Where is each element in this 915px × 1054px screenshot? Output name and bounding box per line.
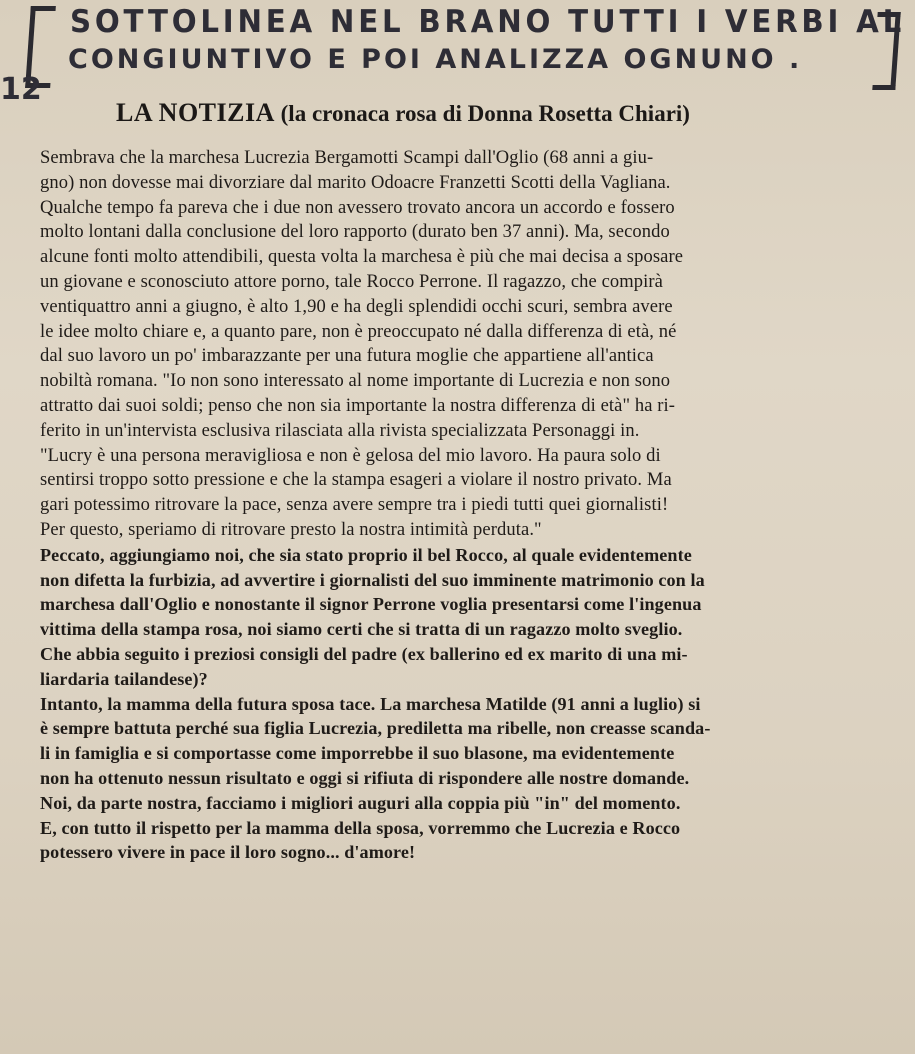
article-line: vittima della stampa rosa, noi siamo certi che si tratta di un ragazzo molto sveglio. [40,619,683,640]
article-line: marchesa dall'Oglio e nonostante il signor Perrone voglia presentarsi come l'ingenua [40,594,702,615]
instruction-line-2: CONGIUNTIVO E POI ANALIZZA OGNUNO . [68,44,803,75]
article-line: E, con tutto il rispetto per la mamma della sposa, vorremmo che Lucrezia e Rocco [40,817,681,838]
article-title [116,98,690,128]
article-line: alcune fonti molto attendibili, questa volta la marchesa è più che mai decisa a sposare [40,246,684,268]
article-line: attratto dai suoi soldi; penso che non sia importante la nostra differenza di età" ha ri- [40,394,676,416]
instruction-line-1: SOTTOLINEA NEL BRANO TUTTI I VERBI AL [70,4,906,40]
right-bracket [872,12,900,90]
article-line: Peccato, aggiungiamo noi, che sia stato proprio il bel Rocco, al quale evidentemente [40,544,692,565]
article-line: Sembrava che la marchesa Lucrezia Bergamotti Scampi dall'Oglio (68 anni a giu- [40,147,654,168]
article-line: Per questo, speriamo di ritrovare presto la nostra intimità perduta." [40,518,542,540]
article-line: gari potessimo ritrovare la pace, senza avere sempre tra i piedi tutti quei giornalisti! [40,494,669,516]
article-line: li in famiglia e si comportasse come imporrebbe il suo blasone, ma evidentemente [40,743,675,764]
article-line: è sempre battuta perché sua figlia Lucrezia, prediletta ma ribelle, non creasse scanda- [40,718,711,739]
article-line: ventiquattro anni a giugno, è alto 1,90 e ha degli splendidi occhi scuri, sembra avere [40,295,673,317]
article-line: le idee molto chiare e, a quanto pare, non è preoccupato né dalla differenza di età, né [40,320,677,342]
article-line: Qualche tempo fa pareva che i due non avessero trovato ancora un accordo e fossero [40,196,675,218]
exercise-number: 12 [0,72,42,107]
article-line: non ha ottenuto nessun risultato e oggi si rifiuta di rispondere alle nostre domande. [40,767,690,788]
article-line: sentirsi troppo sotto pressione e che la stampa esageri a violare il nostro privato. Ma [40,469,672,491]
article-line: non difetta la furbizia, ad avvertire i giornalisti del suo imminente matrimonio con la [40,569,705,590]
article-line: molto lontani dalla conclusione del loro rapporto (durato ben 37 anni). Ma, secondo [40,221,670,243]
article-line: gno) non dovesse mai divorziare dal marito Odoacre Franzetti Scotti della Vagliana. [40,171,671,193]
article-title-main: LA NOTIZIA [116,98,275,127]
article-line: Che abbia seguito i preziosi consigli del padre (ex ballerino ed ex marito di una mi- [40,643,688,664]
article-line: ferito in un'intervista esclusiva rilasciata alla rivista specializzata Personaggi in. [40,419,640,441]
article-line: dal suo lavoro un po' imbarazzante per una futura moglie che appartiene all'antica [40,345,654,367]
article-line: "Lucry è una persona meravigliosa e non è gelosa del mio lavoro. Ha paura solo di [40,444,661,466]
article-line: potessero vivere in pace il loro sogno... d'amore! [40,842,416,863]
article-line: Intanto, la mamma della futura sposa tace. La marchesa Matilde (91 anni a luglio) si [40,693,701,714]
article-body [40,146,908,865]
article-line: liardaria tailandese)? [40,668,208,689]
article-line: un giovane e sconosciuto attore porno, tale Rocco Perrone. Il ragazzo, che compirà [40,270,663,292]
article-line: Noi, da parte nostra, facciamo i migliori auguri alla coppia più "in" del momento. [40,792,681,813]
handwritten-instruction [28,4,906,82]
article-title-sub: (la cronaca rosa di Donna Rosetta Chiari) [280,101,690,126]
article-line: nobiltà romana. "Io non sono interessato al nome importante di Lucrezia e non sono [40,370,671,392]
